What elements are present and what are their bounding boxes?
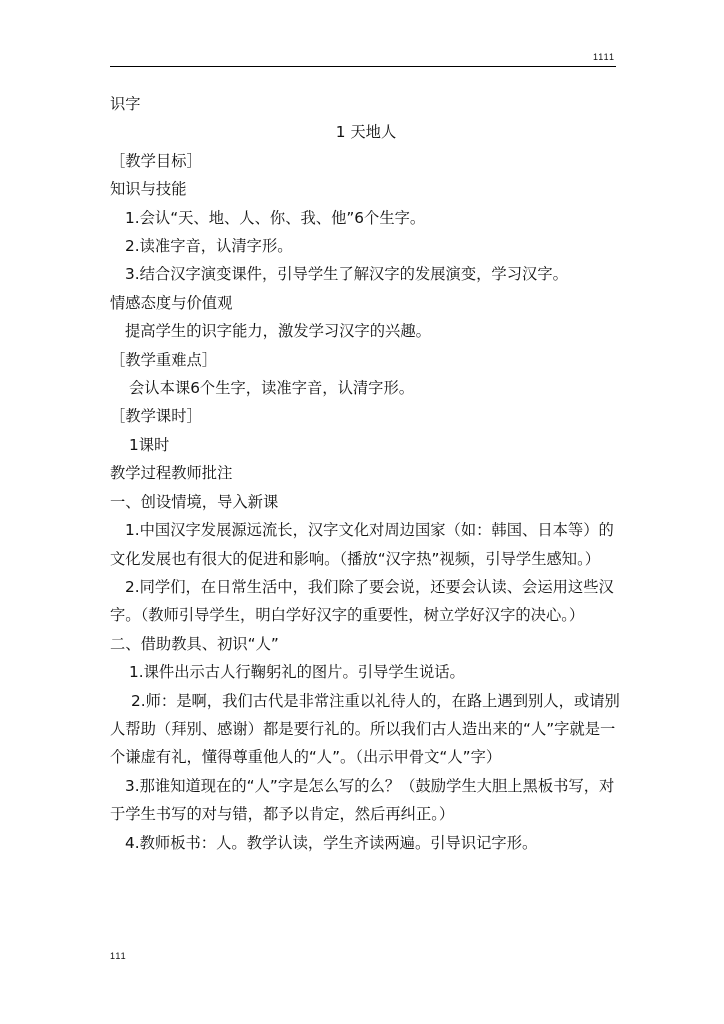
knowledge-heading: 知识与技能 bbox=[110, 180, 187, 199]
page-header-number: 1111 bbox=[592, 52, 615, 62]
header-rule bbox=[110, 66, 616, 67]
hours-text: 1课时 bbox=[129, 435, 170, 454]
part2-heading: 二、借助教具、初识“人” bbox=[110, 634, 279, 653]
goal-item-1: 1.会认“天、地、人、你、我、他”6个生字。 bbox=[125, 208, 426, 227]
process-heading: 教学过程教师批注 bbox=[110, 464, 233, 483]
key-points-text: 会认本课6个生字，读准字音，认清字形。 bbox=[129, 379, 415, 398]
key-points-heading: ［教学重难点］ bbox=[110, 350, 218, 369]
part1-heading: 一、创设情境，导入新课 bbox=[110, 492, 279, 511]
part2-item-4: 4.教师板书：人。教学认读，学生齐读两遍。引导识记字形。 bbox=[125, 833, 538, 852]
goal-item-3: 3.结合汉字演变课件，引导学生了解汉字的发展演变，学习汉字。 bbox=[125, 265, 568, 284]
part2-item-3: 3.那谁知道现在的“人”字是怎么写的么？（鼓励学生大胆上黑板书写，对于学生书写的对与错，都予以肯定，然后再纠正。） bbox=[110, 776, 615, 824]
goal-item-2: 2.读准字音，认清字形。 bbox=[125, 237, 293, 256]
hours-heading: ［教学课时］ bbox=[110, 407, 202, 426]
part1-item-2: 2.同学们，在日常生活中，我们除了要会说，还要会认读、会运用这些汉字。（教师引导学生，明白学好汉字的重要性，树立学好汉字的决心。） bbox=[110, 577, 614, 625]
attitude-text: 提高学生的识字能力，激发学习汉字的兴趣。 bbox=[125, 322, 431, 341]
goals-heading: ［教学目标］ bbox=[110, 151, 202, 170]
part2-item-1: 1.课件出示古人行鞠躬礼的图片。引导学生说话。 bbox=[129, 663, 465, 682]
section-label: 识字 bbox=[110, 95, 141, 113]
page-footer-number: 111 bbox=[110, 951, 127, 961]
part2-item-2: 2.师：是啊，我们古代是非常注重以礼待人的，在路上遇到别人，或请别人帮助（拜别、感谢）都是要行礼的。所以我们古人造出来的“人”字就是一个谦虚有礼，懂得尊重他人的“人”。（出示甲骨文“人”字） bbox=[110, 691, 620, 767]
lesson-title: 1 天地人 bbox=[335, 123, 397, 142]
attitude-heading: 情感态度与价值观 bbox=[110, 293, 233, 312]
part1-item-1: 1.中国汉字发展源远流长，汉字文化对周边国家（如：韩国、日本等）的文化发展也有很大的促进和影响。（播放“汉字热”视频，引导学生感知。） bbox=[110, 521, 614, 568]
document-body bbox=[110, 90, 622, 857]
